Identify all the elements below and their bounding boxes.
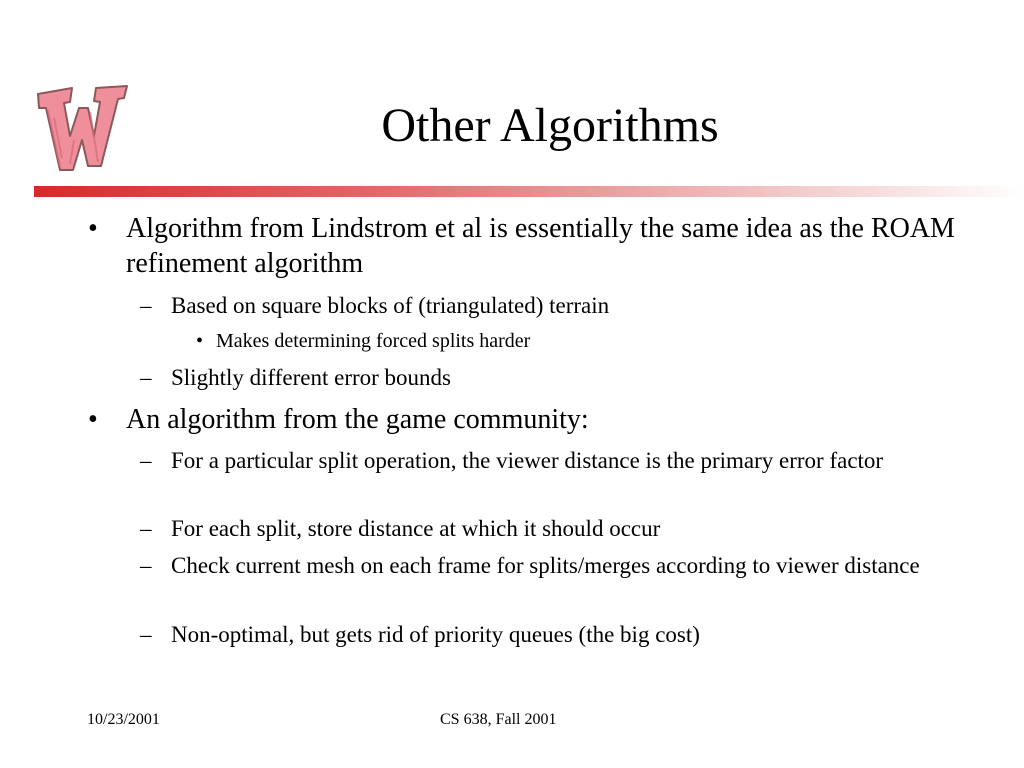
sub-bullet-marker: –	[140, 553, 152, 578]
sub-bullet-text: Based on square blocks of (triangulated) terrain	[171, 293, 610, 318]
sub-sub-bullet-text: Makes determining forced splits harder	[216, 330, 531, 352]
sub-sub-bullet-marker: •	[196, 330, 204, 352]
footer-course: CS 638, Fall 2001	[440, 711, 557, 728]
bullet-text: An algorithm from the game community:	[126, 404, 589, 435]
slide-title: Other Algorithms	[381, 99, 719, 152]
sub-bullet-text: For each split, store distance at which it should occur	[171, 516, 661, 541]
sub-bullet-text: Slightly different error bounds	[171, 365, 451, 390]
sub-bullet-text: Check current mesh on each frame for splits/merges according to viewer distance	[171, 553, 920, 578]
sub-bullet-text: Non-optimal, but gets rid of priority queues (the big cost)	[171, 622, 700, 647]
sub-bullet-text: For a particular split operation, the viewer distance is the primary error factor	[171, 448, 884, 473]
bullet-marker: •	[88, 213, 98, 244]
bullet-marker: •	[88, 404, 98, 435]
sub-bullet-marker: –	[140, 448, 152, 473]
sub-bullet-marker: –	[140, 365, 152, 390]
bullet-text: Algorithm from Lindstrom et al is essentially the same idea as the ROAM refinement algorithm	[126, 213, 955, 279]
sub-bullet-marker: –	[140, 293, 152, 318]
sub-bullet-marker: –	[140, 516, 152, 541]
sub-bullet-marker: –	[140, 622, 152, 647]
footer-date: 10/23/2001	[87, 711, 160, 728]
